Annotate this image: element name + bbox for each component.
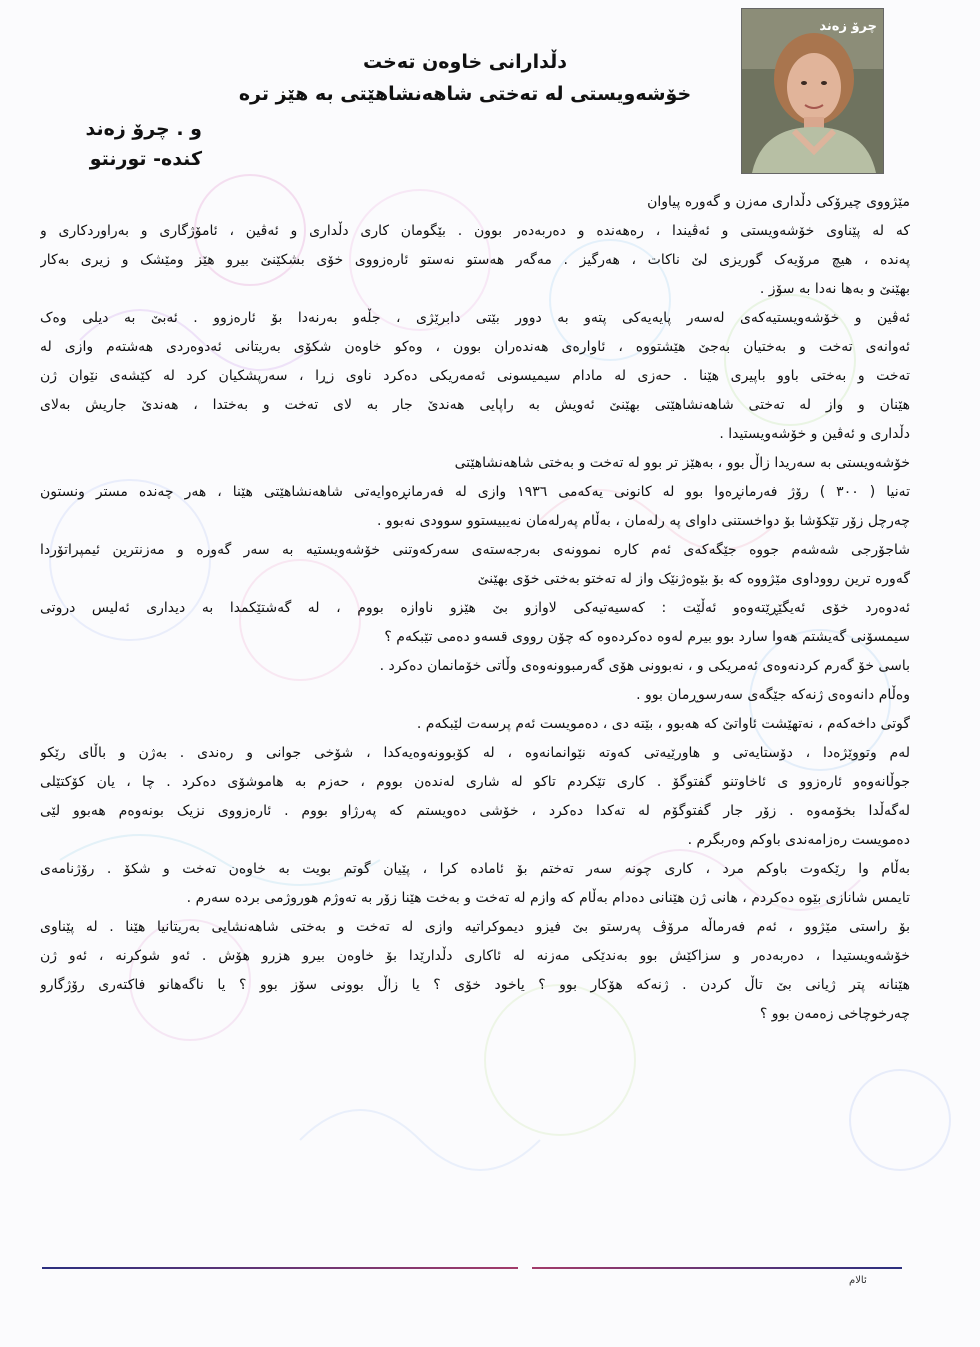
author-byline bbox=[62, 114, 202, 174]
body-line: وەڵام دانەوەى ژنەکە جێگەى سەرسوڕمان بوو . bbox=[636, 687, 910, 703]
photo-caption: چرۆ زەند bbox=[819, 19, 877, 34]
body-line: بۆ راستى مێژوو ، ئەم فەرماڵە مرۆڤ پەرستو بێ فیزو دیموکراتیە وازى لە تەخت و بەختى شاهەنشایى بەریتانیا هێنا . لە پێناوى bbox=[40, 919, 910, 935]
body-line: کە لە پێناوى خۆشەویستى و ئەڤیندا ، رەهەندە و دەربەدەر بوون . بێگومان کارى دڵدارى و ئەڤین ، ئامۆژگارى و بەراوردکارى و bbox=[40, 223, 910, 239]
author-photo bbox=[741, 8, 884, 174]
body-line: تەنیا ( ٣٠٠ ) رۆژ فەرمانڕەوا بوو لە کانونى یەکەمى ١٩٣٦ وازى لە فەرمانڕەوایەتى شاهەنشاهێتى هێنا ، هەر چەندە مستر ونستون bbox=[40, 484, 910, 500]
body-line: ئەڤین و خۆشەویستیەکەى لەسەر پایەیەکى پتەو بە دوور بێتى دابرێژى ، جڵەو بەرنەدا بۆ ئارەزوو . ئەبێ بە دیلى وەک bbox=[40, 310, 910, 326]
body-line: لەگەڵدا بخۆمەوە . زۆر جار گفتوگۆم لە تەکدا دەکرد ، خۆشى دەویستم کە پەرژاو بووم . ئارەزووى نزیک بونەوەم هەبوو لێى bbox=[40, 803, 910, 819]
title-block bbox=[200, 46, 730, 110]
body-line: مێژووى چیرۆکى دڵدارى مەزن و گەورە پیاوان bbox=[647, 194, 910, 210]
body-line: گوتى داخەکەم ، نەتهێشت ئاواتێ کە هەبوو ، بێتە دى ، دەمویست ئەم پرسەت لێبکەم . bbox=[416, 716, 910, 732]
body-line: باسى خۆ گەرم کردنەوەى ئەمریکى و ، نەبوونى هۆى گەرمبوونەوەى وڵاتى خۆمانمان دەکرد . bbox=[379, 658, 910, 674]
body-line: لەم وتووێژەدا ، دۆستایەتى و هاورێیەتى کەوتە نێوانمانەوە ، لە کۆبوونەوەیەکدا ، شۆخى جوانى و رەندى . بەژن و باڵاى رێکو bbox=[40, 745, 910, 761]
body-line: خۆشەویستى بە سەریدا زاڵ بوو ، بەهێز تر بوو لە تەخت و بەختى شاهەنشاهێتى bbox=[454, 455, 910, 471]
body-line: دڵدارى و ئەڤین و خۆشەویستیدا . bbox=[719, 426, 910, 442]
footer-rule-left bbox=[42, 1267, 518, 1269]
body-line: دەمویست رەزامەندى باوکم وەربگرم . bbox=[687, 832, 910, 848]
author-name: و . چرۆ زەند bbox=[85, 118, 202, 140]
author-location: کندە- تورنتو bbox=[89, 148, 202, 170]
footer-mark: ئالام bbox=[849, 1275, 867, 1286]
body-line: ئەوانەى تەخت و بەختیان بەجێ هێشتووە ، ئاوارەى هەندەران بوون ، وەکو خاوەن شکۆى بەریتانى ئەدوەردى هەشتەم وازى لە bbox=[40, 339, 910, 355]
body-line: جوڵانەوەو ئارەزوو ى ئاخاوتنو گفتوگۆ . کارى تێکردم تاکو لە شارى لەندەن بووم ، حەزم بە هاموشۆى دەکرد . چا ، یان کۆکتێلى bbox=[40, 774, 910, 790]
body-line: ئەدوەرد خۆى ئەیگێڕێتەوەو ئەڵێت : کەسیەتیەکى لاوازو بێ هێزو ناوازە بووم ، لە گەشتێکمدا بە دیدارى ئەلیس دروتى bbox=[40, 600, 910, 616]
article-body bbox=[40, 188, 910, 1029]
body-line: هێنان و واز لە تەختى شاهەنشاهێتى بهێنێ ئەویش بە راپایى هەندێ جار بە لاى تەخت و بەختدا ، هەندێ جاریش بەلاى bbox=[40, 397, 910, 413]
body-line: خۆشەویستیدا ، دەربەدەر و سزاکێش بوو بەندێکى مەزنە لە ئاکارى دڵدارێدا بۆ خاوەن بیرو هزرو هۆش . ئەو شوکرنە ، ئەو ژن bbox=[40, 948, 910, 964]
body-line: بەڵام وا رێکەوت باوکم مرد ، کارى چونە سەر تەختم بۆ ئامادە کرا ، پێیان گوتم بویت بە خاوەن تەخت و شکۆ . رۆژنامەى bbox=[40, 861, 910, 877]
footer-rule-right bbox=[532, 1267, 902, 1269]
body-line: چەرچل زۆر تێکۆشا بۆ دواخستنى داواى پە رلەمان ، بەڵام پەرلەمان نەیبیستوو سوودى نەبوو . bbox=[376, 513, 910, 529]
page-subtitle: خۆشەویستى لە تەختى شاهەنشاهێتى بە هێز ترە bbox=[238, 83, 692, 105]
body-line: سیمسۆنى گەیشتم هەوا سارد بوو بیرم لەوە دەکردەوە کە چۆن رووى قسەو دەمى تێبکەم ؟ bbox=[384, 629, 910, 645]
body-line: بهێنێ و بەها نەدا بە سۆز . bbox=[759, 281, 910, 297]
body-line: تەخت و بەختى باوو باپیرى هێنا . حەزى لە مادام سیمیسونى ئەمەریکى دەکرد ناوى زڕا ، سەرپشکیان کرد لە کێشەى نێوان ژن bbox=[40, 368, 910, 384]
body-line: گەورە ترین رووداوى مێژووە کە بۆ بێوەژنێک واز لە تەختو بەختى خۆى بهێنێ bbox=[477, 571, 910, 587]
body-line: شاجۆرجى شەشەم جووە جێگەکەى ئەم کارە نموونەى بەرجەستەى سەرکەوتنى خۆشەویستیە بە سەر گەورە و مەزنترین ئیمپراتۆردا bbox=[40, 542, 910, 558]
page-title: دڵدارانى خاوەن تەخت bbox=[363, 51, 567, 73]
body-line: تایمس شانازى بێوە دەکردم ، هانى ژن هێنانى دەدام بەڵام کە وازم لە تەخت و بەخت هێنا زۆر بە تەوژم هوروژمى بردە سەرم . bbox=[186, 890, 910, 906]
body-line: پەندە ، هیچ مرۆیەک گوریزى لێ ناکات ، هەرگیز . مەگەر هەستو نەستو ئارەزووى خۆى بشکێنێ بیرو هێز ومێشک و زیرى بەکار bbox=[40, 252, 910, 268]
body-line: چەرخوچاخى زەمەن بوو ؟ bbox=[759, 1006, 910, 1022]
body-line: هێنانە پتر ژیانى بێ تاڵ کردن . ژنەکە هۆکار بوو ؟ یاخود خۆى ؟ یا زاڵ بوونى سۆز بوو ؟ یا ناگەهانو فاکتەرى رۆژگارو bbox=[40, 977, 910, 993]
